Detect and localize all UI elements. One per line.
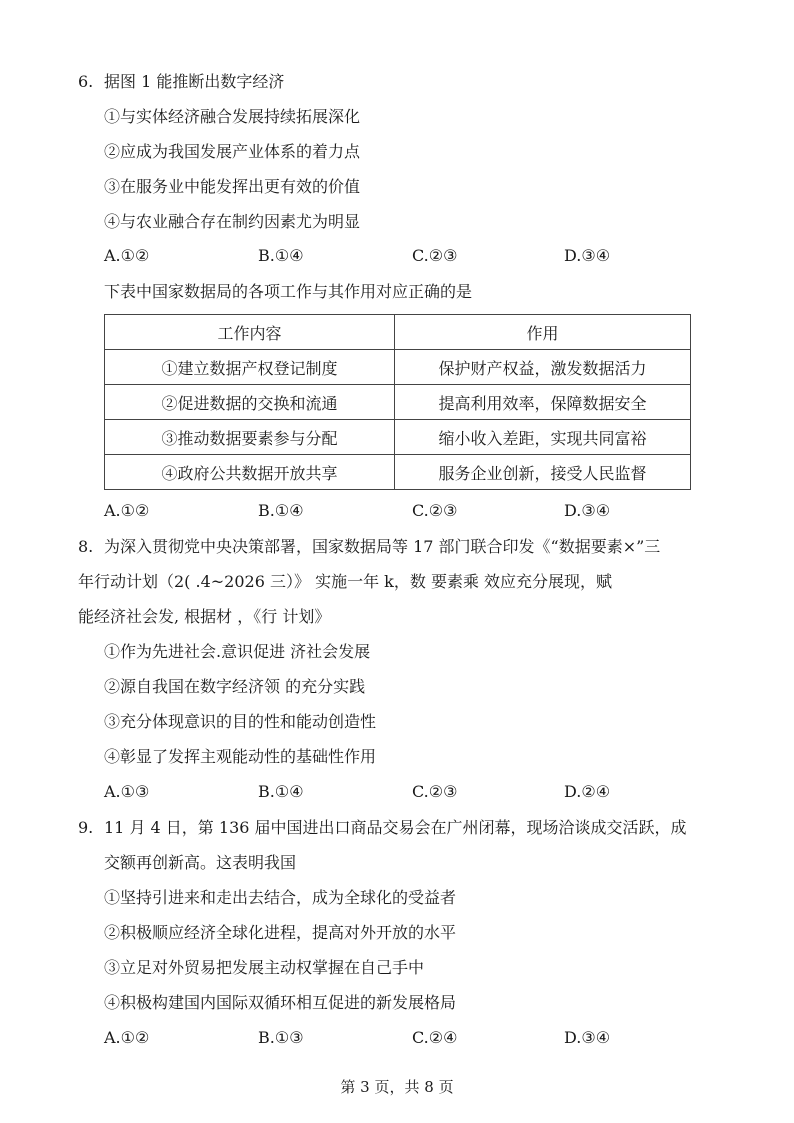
q8-number: 8. — [78, 537, 94, 556]
q7-option-b: B.①④ — [258, 501, 304, 520]
table-cell: ④政府公共数据开放共享 — [105, 455, 395, 490]
q8-options — [104, 782, 704, 802]
q9-stem-line-1: 11 月 4 日，第 136 届中国进出口商品交易会在广州闭幕，现场洽谈成交活跃，成 — [104, 818, 687, 837]
q6-number: 6. — [78, 72, 94, 91]
q7-option-d: D.③④ — [564, 501, 611, 520]
table-cell: ③推动数据要素参与分配 — [105, 420, 395, 455]
table-row — [105, 350, 691, 385]
q9-option-b: B.①③ — [258, 1028, 304, 1047]
table-header-cell: 作用 — [395, 315, 691, 350]
q7-stem: 下表中国家数据局的各项工作与其作用对应正确的是 — [104, 282, 473, 301]
table-cell: 服务企业创新，接受人民监督 — [395, 455, 691, 490]
q8-item-2: ②源自我国在数字经济领 的充分实践 — [104, 677, 366, 696]
q8-option-b: B.①④ — [258, 782, 304, 801]
q9-item-1: ①坚持引进来和走出去结合，成为全球化的受益者 — [104, 888, 457, 907]
q9-item-4: ④积极构建国内国际双循环相互促进的新发展格局 — [104, 993, 457, 1012]
q6-stem: 据图 1 能推断出数字经济 — [104, 72, 285, 91]
q6-item-3: ③在服务业中能发挥出更有效的价值 — [104, 177, 361, 196]
q9-item-3: ③立足对外贸易把发展主动权掌握在自己手中 — [104, 958, 425, 977]
q9-number: 9. — [78, 818, 94, 837]
q9-options — [104, 1028, 704, 1048]
q6-option-d: D.③④ — [564, 246, 611, 265]
q7-table — [104, 314, 691, 490]
table-row — [105, 455, 691, 490]
q7-option-c: C.②③ — [412, 501, 458, 520]
q6-item-1: ①与实体经济融合发展持续拓展深化 — [104, 107, 361, 126]
table-header-cell: 工作内容 — [105, 315, 395, 350]
q6-item-4: ④与农业融合存在制约因素尤为明显 — [104, 212, 361, 231]
q6-item-2: ②应成为我国发展产业体系的着力点 — [104, 142, 361, 161]
q9-option-a: A.①② — [104, 1028, 150, 1047]
q9-option-d: D.③④ — [564, 1028, 611, 1047]
table-cell: ①建立数据产权登记制度 — [105, 350, 395, 385]
q8-stem-line-1: 为深入贯彻党中央决策部署，国家数据局等 17 部门联合印发《“数据要素×”三 — [104, 537, 661, 556]
q8-option-d: D.②④ — [564, 782, 611, 801]
q9-item-2: ②积极顺应经济全球化进程，提高对外开放的水平 — [104, 923, 457, 942]
q6-option-b: B.①④ — [258, 246, 304, 265]
page-footer: 第 3 页，共 8 页 — [340, 1078, 454, 1096]
q8-stem-line-2: 年行动计划（2( .4~2026 三）》 实施一年 k，数 要素乘 效应充分展现，赋 — [78, 572, 613, 591]
table-row — [105, 385, 691, 420]
q6-options — [104, 246, 704, 266]
q8-item-1: ①作为先进社会.意识促进 济社会发展 — [104, 642, 371, 661]
q8-item-3: ③充分体现意识的目的性和能动创造性 — [104, 712, 377, 731]
q8-option-a: A.①③ — [104, 782, 150, 801]
table-cell: 缩小收入差距，实现共同富裕 — [395, 420, 691, 455]
q8-stem-line-3: 能经济社会发, 根据材 ，《行 计划》 — [78, 607, 331, 626]
q8-option-c: C.②③ — [412, 782, 458, 801]
q9-stem-line-2: 交额再创新高。这表明我国 — [104, 853, 297, 872]
table-cell: 保护财产权益，激发数据活力 — [395, 350, 691, 385]
q6-option-c: C.②③ — [412, 246, 458, 265]
table-header-row — [105, 315, 691, 350]
table-row — [105, 420, 691, 455]
q7-option-a: A.①② — [104, 501, 150, 520]
q7-options — [104, 501, 704, 521]
q8-item-4: ④彰显了发挥主观能动性的基础性作用 — [104, 747, 377, 766]
table-cell: 提高利用效率，保障数据安全 — [395, 385, 691, 420]
table-cell: ②促进数据的交换和流通 — [105, 385, 395, 420]
q6-option-a: A.①② — [104, 246, 150, 265]
q9-option-c: C.②④ — [412, 1028, 458, 1047]
